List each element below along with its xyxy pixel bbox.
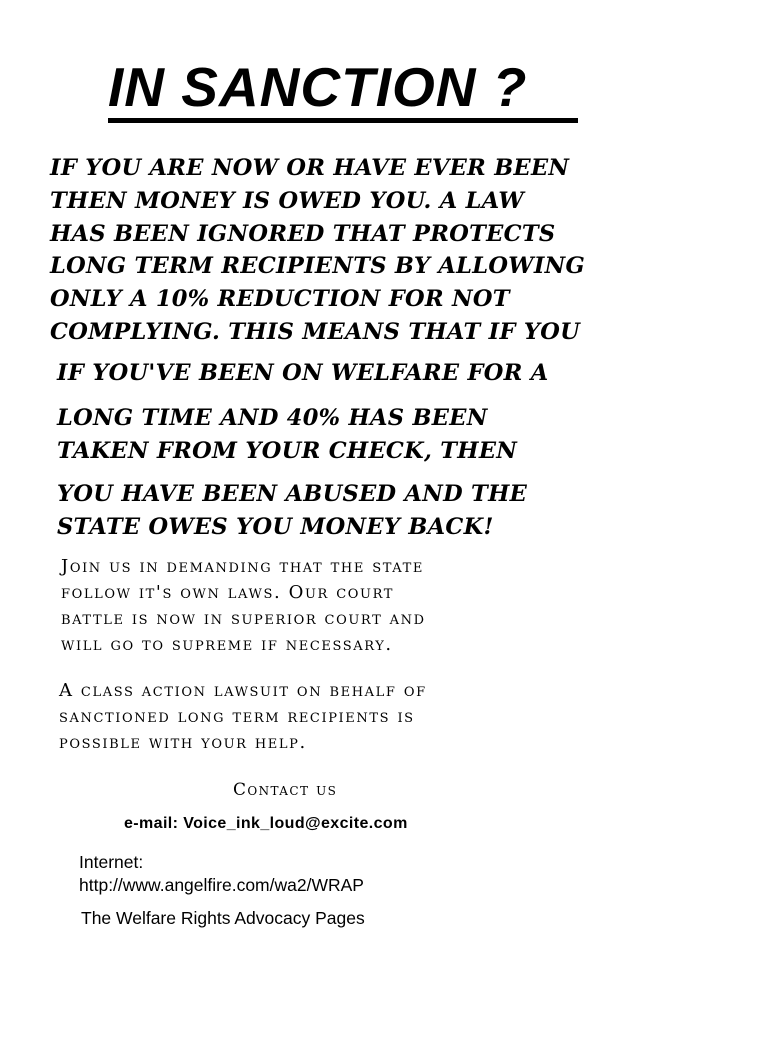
contact-email[interactable]: e-mail: Voice_ink_loud@excite.com bbox=[124, 815, 408, 832]
intro-line: HAS BEEN IGNORED THAT PROTECTS bbox=[50, 220, 556, 247]
intro-line: THEN MONEY IS OWED YOU. A LAW bbox=[50, 187, 524, 214]
abuse-paragraph bbox=[57, 478, 527, 544]
title-underline bbox=[108, 118, 578, 123]
intro-line: ONLY A 10% REDUCTION FOR NOT bbox=[50, 286, 510, 313]
reduction-line: TAKEN FROM YOUR CHECK, THEN bbox=[57, 437, 518, 464]
reduction-line: LONG TIME AND 40% HAS BEEN bbox=[57, 405, 488, 431]
welfare-line: IF YOU'VE BEEN ON WELFARE FOR A bbox=[57, 360, 549, 386]
internet-label: Internet: bbox=[79, 852, 144, 872]
intro-paragraph bbox=[50, 152, 585, 349]
lawsuit-line: sanctioned long term recipients is bbox=[59, 706, 415, 727]
reduction-paragraph bbox=[57, 402, 517, 468]
intro-line: LONG TERM RECIPIENTS BY ALLOWING bbox=[50, 253, 586, 280]
intro-line: COMPLYING. THIS MEANS THAT IF YOU bbox=[50, 318, 581, 345]
contact-heading: Contact us bbox=[233, 780, 338, 800]
join-line: battle is now in superior court and bbox=[61, 608, 426, 629]
abuse-line: YOU HAVE BEEN ABUSED AND THE bbox=[57, 481, 528, 507]
site-name: The Welfare Rights Advocacy Pages bbox=[81, 908, 365, 928]
flyer-title: IN SANCTION ? bbox=[108, 56, 528, 118]
internet-link[interactable]: http://www.angelfire.com/wa2/WRAP bbox=[79, 875, 364, 895]
lawsuit-paragraph bbox=[59, 678, 427, 756]
lawsuit-line: A class action lawsuit on behalf of bbox=[59, 680, 427, 701]
join-line: will go to supreme if necessary. bbox=[61, 634, 393, 655]
lawsuit-line: possible with your help. bbox=[59, 732, 307, 753]
intro-line: IF YOU ARE NOW OR HAVE EVER BEEN bbox=[50, 155, 570, 181]
join-paragraph bbox=[61, 554, 426, 658]
join-line: Join us in demanding that the state bbox=[61, 556, 424, 577]
abuse-line: STATE OWES YOU MONEY BACK! bbox=[57, 513, 494, 540]
join-line: follow it's own laws. Our court bbox=[61, 582, 395, 603]
welfare-paragraph bbox=[57, 357, 549, 390]
contact-internet bbox=[79, 851, 364, 897]
